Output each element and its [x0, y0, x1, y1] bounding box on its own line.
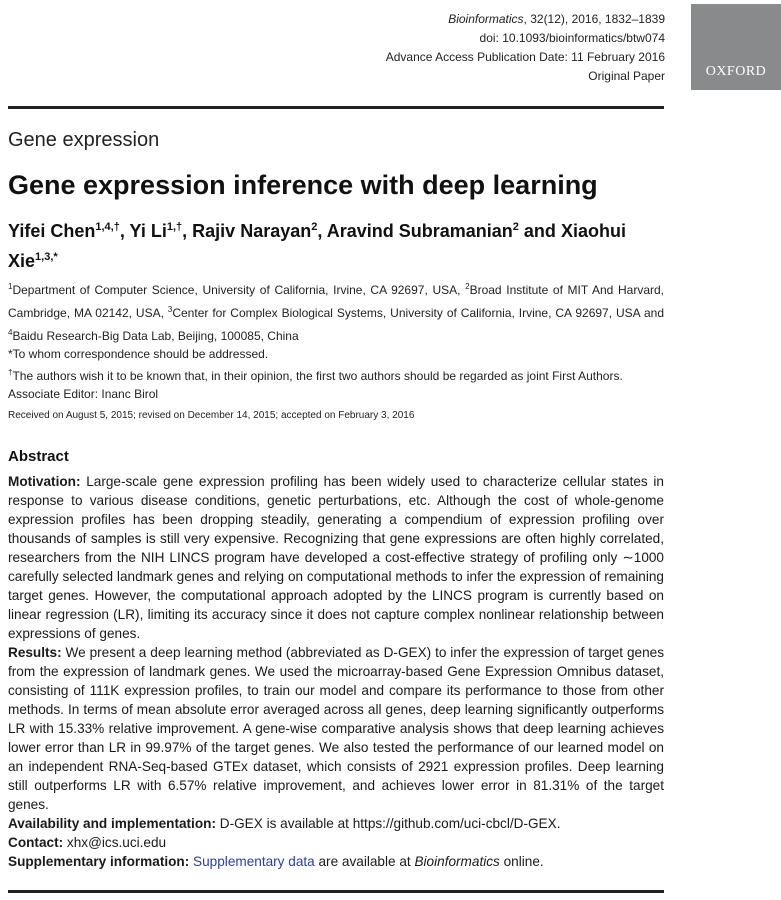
affiliations — [8, 277, 664, 346]
author-notes — [8, 345, 668, 404]
supplementary-data-link[interactable]: Supplementary data — [193, 854, 315, 869]
affiliation-mark: 4 — [8, 328, 13, 337]
author-affiliation-mark: 2 — [311, 221, 318, 233]
affiliation: Center for Complex Biological Systems, University of California, Irvine, CA 92697, USA and — [172, 306, 664, 320]
availability-text[interactable]: D-GEX is available at https://github.com/uci-cbcl/D-GEX. — [215, 816, 561, 831]
oxford-logo: OXFORD — [691, 4, 781, 90]
availability-paragraph — [8, 814, 664, 833]
abstract-heading: Abstract — [8, 448, 69, 465]
affiliation: Broad Institute of MIT And Harvard, Cambridge, MA 02142, USA, — [8, 283, 664, 320]
author-name[interactable]: Yifei Chen — [8, 221, 96, 241]
correspondence-note: *To whom correspondence should be addressed. — [8, 347, 269, 361]
author-affiliation-mark: 1,4,† — [95, 221, 120, 233]
supplementary-journal: Bioinformatics — [414, 854, 500, 869]
author-affiliation-mark: 1,3,* — [35, 251, 58, 263]
author-affiliation-mark: 1,† — [166, 221, 183, 233]
author-name[interactable]: Rajiv Narayan — [192, 221, 312, 241]
results-label: Results: — [8, 645, 62, 660]
author-name[interactable]: Aravind Subramanian — [326, 221, 513, 241]
motivation-paragraph — [8, 472, 664, 643]
section-label: Gene expression — [8, 129, 160, 151]
joint-authors-text: The authors wish it to be known that, in their opinion, the first two authors should be regarded as joint First Authors. — [12, 368, 623, 383]
contact-paragraph — [8, 833, 664, 852]
journal-volume-pages: , 32(12), 2016, 1832–1839 — [523, 12, 665, 26]
contact-email[interactable]: xhx@ics.uci.edu — [63, 835, 167, 850]
supplementary-paragraph — [8, 852, 664, 871]
paper-title: Gene expression inference with deep learning — [8, 170, 598, 200]
motivation-text: Large-scale gene expression profiling has been widely used to characterize cellular states in response to various disease conditions, genetic perturbations, etc. Although the cost of whole-genome expression profiles has been dropping steadily, generating a compendium of expression profiling over thousands of samples is still very expensive. Recognizing that gene expressions are often highly correlated, researchers from the NIH LINCS program have developed a cost-effective strategy of profiling only ∼1000 carefully selected landmark genes and relying on computational methods to infer the expression of remaining target genes. However, the computational approach adopted by the LINCS program is currently based on linear regression (LR), limiting its accuracy since it does not capture complex nonlinear relationship between expressions of genes. — [8, 474, 664, 641]
supplementary-mid: are available at — [314, 854, 415, 869]
affiliation-mark: 3 — [167, 305, 173, 314]
author-name[interactable]: Xiaohui Xie — [8, 221, 626, 271]
availability-label: Availability and implementation: — [8, 816, 216, 831]
author-affiliation-mark: 2 — [512, 221, 519, 233]
journal-citation — [245, 10, 665, 29]
bottom-rule — [8, 890, 664, 893]
affiliation-mark: 1 — [8, 282, 13, 291]
associate-editor: Associate Editor: Inanc Birol — [8, 387, 159, 401]
results-text: We present a deep learning method (abbreviated as D-GEX) to infer the expression of target genes from the expression of landmark genes. We used the microarray-based Gene Expression Omnibus dataset, consisting of 111K expression profiles, to train our model and compare its performance to those from other methods. In terms of mean absolute error averaged across all genes, deep learning significantly outperforms LR with 15.33% relative improvement. A gene-wise comparative analysis shows that deep learning achieves lower error than LR in 99.97% of the target genes. We also tested the performance of our learned model on an independent RNA-Seq-based GTEx dataset, which consists of 2921 expression profiles. Deep learning still outperforms LR with 6.57% relative improvement, and achieves lower error in 81.31% of the target genes. — [8, 645, 664, 812]
motivation-label: Motivation: — [8, 474, 81, 489]
contact-label: Contact: — [8, 835, 64, 850]
results-paragraph — [8, 643, 664, 814]
joint-authors-note — [8, 364, 668, 386]
abstract-body — [8, 472, 664, 871]
supplementary-end: online. — [499, 854, 544, 869]
affiliation: Baidu Research-Big Data Lab, Beijing, 100085, China — [12, 329, 299, 343]
affiliation-mark: 2 — [465, 282, 470, 291]
paper-type: Original Paper — [588, 69, 665, 83]
article-metadata — [245, 10, 665, 86]
dagger-mark: † — [8, 367, 13, 377]
journal-name: Bioinformatics — [448, 12, 524, 26]
authors-conjunction: and — [523, 221, 556, 241]
author-list: Yifei Chen$^{1,4,\dagger}$, Yi $Li^{1,\dagger}$, Rajiv Narayan$^2$, Aravind Subramanian$^2$ and Xiaohui Xie$^{1,3,*}$ — [8, 221, 626, 271]
top-rule — [8, 106, 664, 109]
doi[interactable]: doi: 10.1093/bioinformatics/btw074 — [479, 31, 665, 45]
received-dates: Received on August 5, 2015; revised on December 14, 2015; accepted on February 3, 2016 — [8, 410, 415, 421]
affiliation: Department of Computer Science, University of California, Irvine, CA 92697, USA, — [12, 283, 466, 297]
author-name[interactable]: Yi Li — [129, 221, 167, 241]
supplementary-label: Supplementary information: — [8, 854, 190, 869]
access-date: Advance Access Publication Date: 11 February 2016 — [385, 50, 665, 64]
